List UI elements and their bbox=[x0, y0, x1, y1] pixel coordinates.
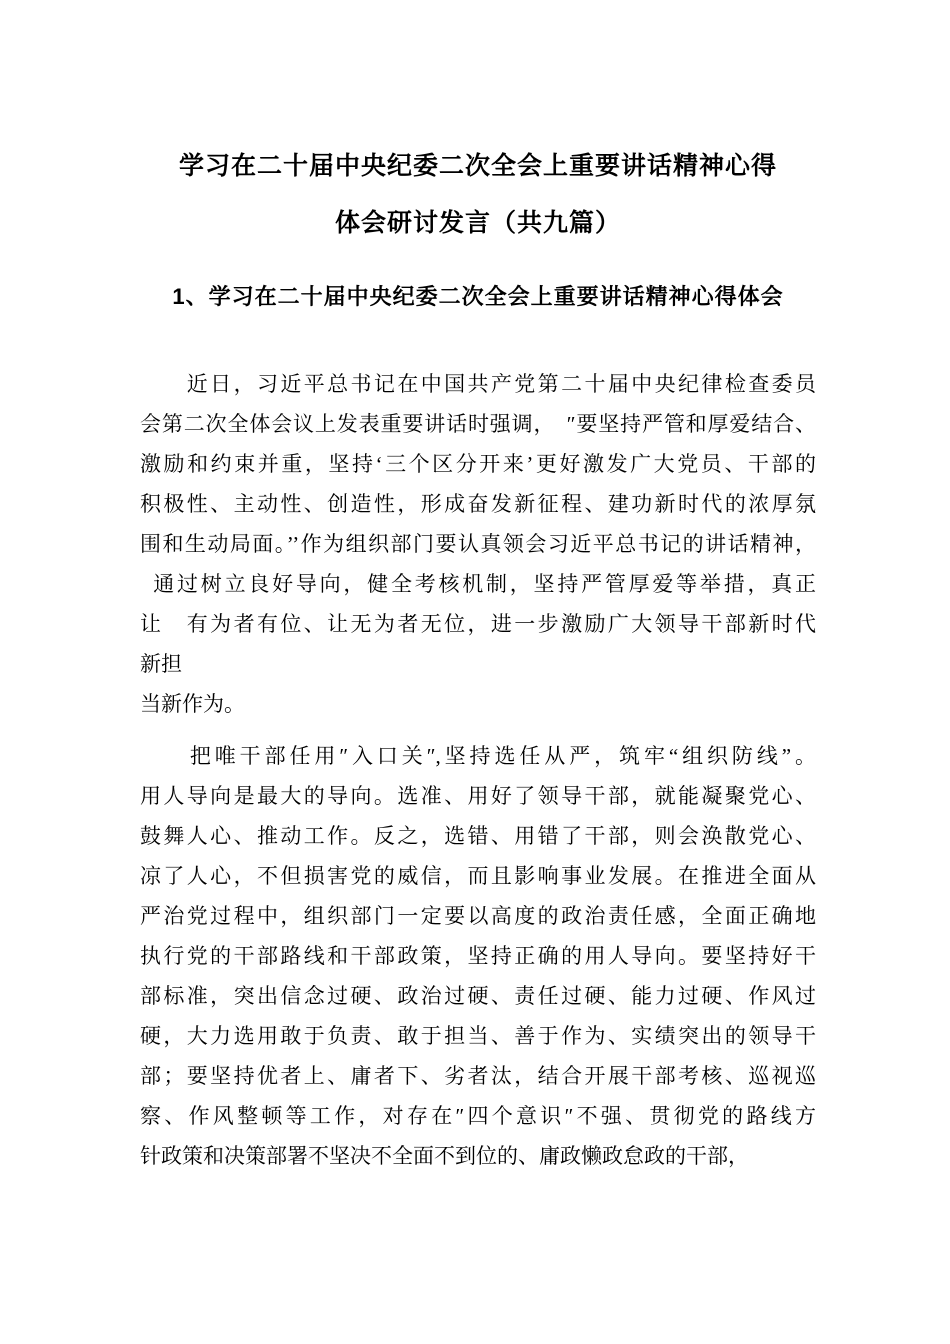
text-line: 让 有为者有位、让无为者无位，进一步激励广大领导干部新时代 bbox=[140, 612, 816, 636]
document-title bbox=[140, 150, 816, 240]
text-line: 新担 bbox=[140, 652, 182, 676]
document-body bbox=[140, 150, 816, 1176]
text-line: 通过树立良好导向，健全考核机制，坚持严管厚爱等举措，真正 bbox=[140, 572, 816, 596]
paragraph-1 bbox=[140, 364, 816, 724]
text-line: 激励和约束并重，坚持‘三个区分开来’更好激发广大党员、干部的 bbox=[140, 452, 816, 476]
text-line: 会第二次全体会议上发表重要讲话时强调， ″要坚持严管和厚爱结合、 bbox=[140, 412, 816, 436]
section-heading: 1、学习在二十届中央纪委二次全会上重要讲话精神心得体会 bbox=[172, 284, 784, 309]
paragraph-2 bbox=[140, 736, 816, 1176]
text-line: 硬，大力选用敢于负责、敢于担当、善于作为、实绩突出的领导干 bbox=[140, 1024, 816, 1048]
document-title-line-2: 体会研讨发言（共九篇） bbox=[334, 209, 621, 237]
text-line: 针政策和决策部署不坚决不全面不到位的、庸政懒政怠政的干部， bbox=[140, 1144, 749, 1168]
text-line: 积极性、主动性、创造性，形成奋发新征程、建功新时代的浓厚氛 bbox=[140, 492, 816, 516]
text-line: 部标准，突出信念过硬、政治过硬、责任过硬、能力过硬、作风过 bbox=[140, 984, 816, 1008]
text-line: 用人导向是最大的导向。选准、用好了领导干部，就能凝聚党心、 bbox=[140, 784, 816, 808]
text-line: 鼓舞人心、推动工作。反之，选错、用错了干部，则会涣散党心、 bbox=[140, 824, 816, 848]
text-line: 近日，习近平总书记在中国共产党第二十届中央纪律检查委员 bbox=[140, 372, 816, 396]
text-line: 察、作风整顿等工作，对存在″四个意识″不强、贯彻党的路线方 bbox=[140, 1104, 816, 1128]
text-line: 当新作为。 bbox=[140, 692, 245, 716]
text-line: 凉了人心，不但损害党的威信，而且影响事业发展。在推进全面从 bbox=[140, 864, 816, 888]
text-line: 把唯干部任用″入口关″,坚持选任从严，筑牢“组织防线”。 bbox=[140, 744, 816, 768]
text-line: 围和生动局面。’’作为组织部门要认真领会习近平总书记的讲话精神， bbox=[140, 532, 816, 556]
text-line: 严治党过程中，组织部门一定要以高度的政治责任感，全面正确地 bbox=[140, 904, 816, 928]
document-title-line-1: 学习在二十届中央纪委二次全会上重要讲话精神心得 bbox=[178, 152, 777, 180]
text-line: 部；要坚持优者上、庸者下、劣者汰，结合开展干部考核、巡视巡 bbox=[140, 1064, 816, 1088]
text-line: 执行党的干部路线和干部政策，坚持正确的用人导向。要坚持好干 bbox=[140, 944, 816, 968]
